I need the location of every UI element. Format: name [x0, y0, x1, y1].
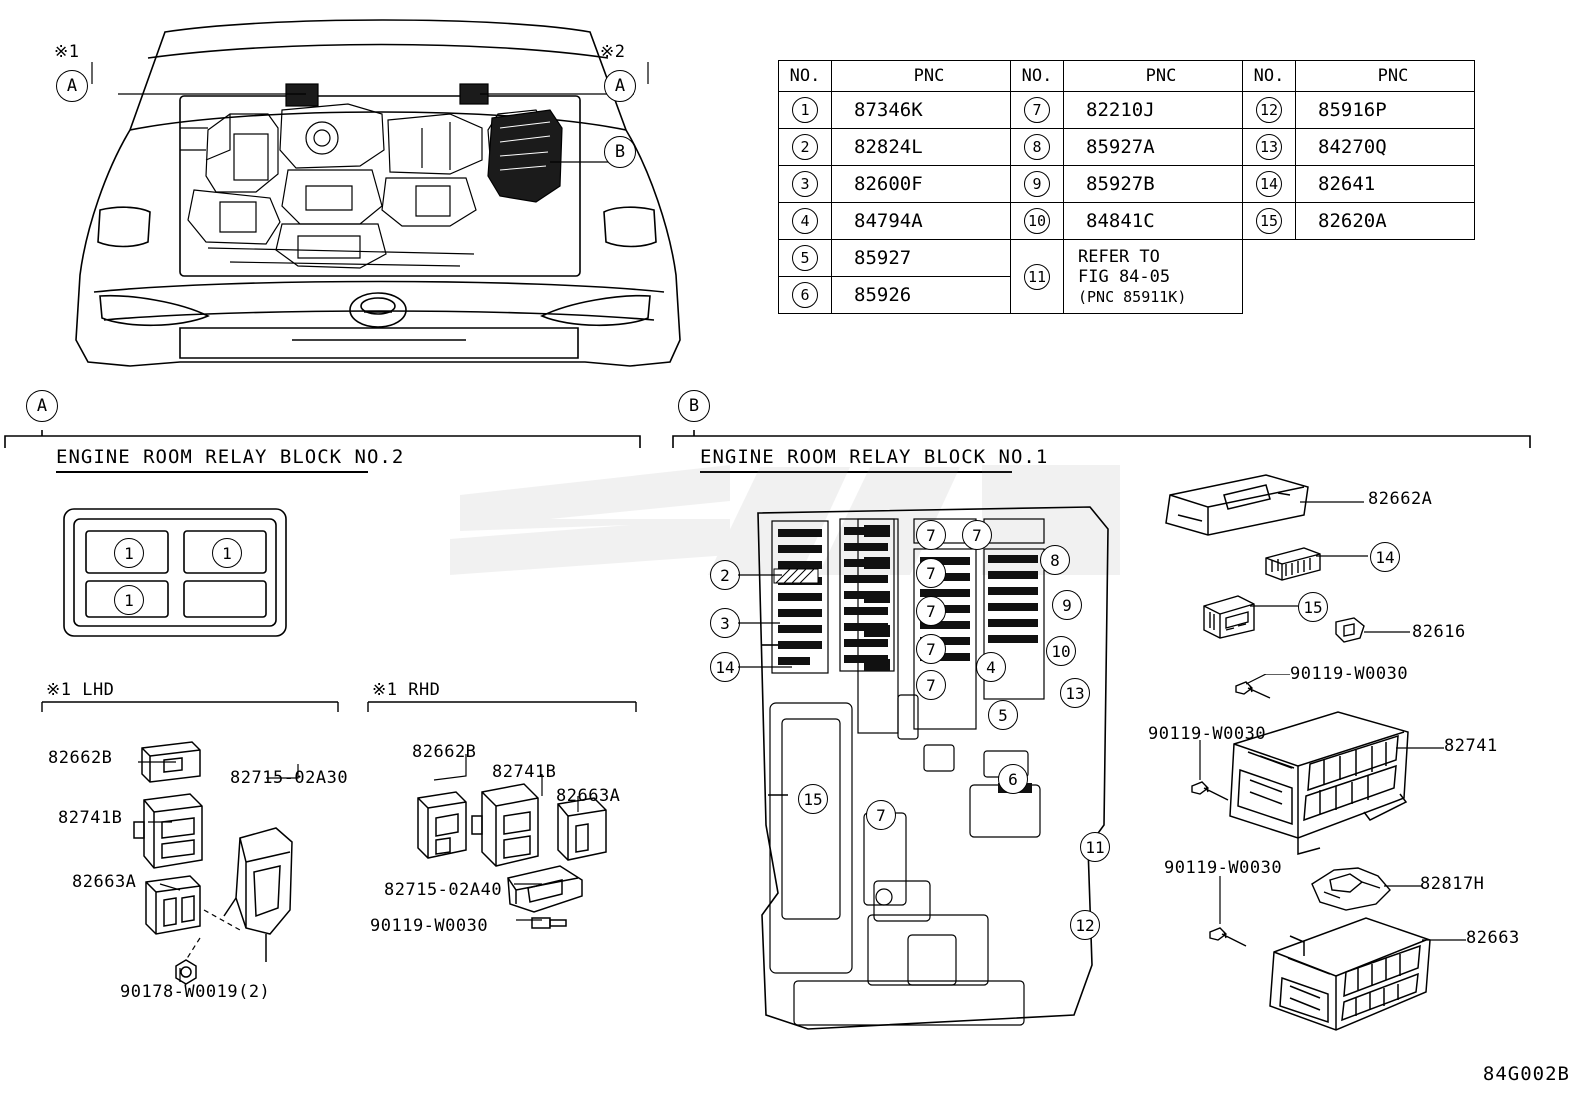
- right-callout-15: 15: [1298, 592, 1328, 622]
- screw-label-3: 90119-W0030: [1164, 858, 1283, 878]
- rhd-part-82741B: 82741B: [492, 762, 557, 782]
- block-callout-7f: 7: [916, 670, 946, 700]
- leader-screw-2: [1196, 740, 1236, 786]
- table-pnc-value: 82600F: [832, 166, 1011, 203]
- right-callout-14: 14: [1370, 542, 1400, 572]
- callout-a-top-right: A: [604, 70, 636, 102]
- table-header-pnc-1: PNC: [832, 61, 1011, 92]
- table-header-pnc-2: PNC: [1064, 61, 1243, 92]
- table-ref-line-3: (PNC 85911K): [1078, 287, 1187, 306]
- part-label-82662A: 82662A: [1368, 489, 1433, 509]
- table-no-badge: 7: [1024, 97, 1050, 123]
- leader-screw-1: [1246, 674, 1294, 690]
- leader-82620A: [1250, 598, 1304, 614]
- table-pnc-value: 84794A: [832, 203, 1011, 240]
- table-header-pnc-3: PNC: [1296, 61, 1475, 92]
- callout-b-top-right: B: [604, 136, 636, 168]
- relay-callout-1a: 1: [114, 538, 144, 568]
- leader-82741: [1396, 740, 1452, 756]
- block-callout-7g: 7: [866, 800, 896, 830]
- screw-label-2: 90119-W0030: [1148, 724, 1267, 744]
- rhd-leader-lines: [366, 740, 646, 950]
- rhd-label: ※1 RHD: [372, 680, 441, 700]
- table-pnc-value: 87346K: [832, 92, 1011, 129]
- part-82641-illustration: [1262, 542, 1324, 582]
- block-callout-7e: 7: [916, 634, 946, 664]
- part-label-82741: 82741: [1444, 736, 1498, 756]
- block-callout-13: 13: [1060, 678, 1090, 708]
- table-header-no-1: NO.: [779, 61, 832, 92]
- relay-callout-1b: 1: [212, 538, 242, 568]
- lhd-part-90178-W0019: 90178-W0019(2): [120, 982, 271, 1002]
- part-label-82616: 82616: [1412, 622, 1466, 642]
- block-callout-3: 3: [710, 608, 740, 638]
- table-header-no-2: NO.: [1011, 61, 1064, 92]
- table-no-badge: 1: [792, 97, 818, 123]
- rhd-part-90119-W0030: 90119-W0030: [370, 916, 489, 936]
- table-no-badge: 3: [792, 171, 818, 197]
- table-no-badge: 5: [792, 245, 818, 271]
- lhd-part-82715-02A30: 82715-02A30: [230, 768, 349, 788]
- drawing-code: 84G002B: [1482, 1063, 1570, 1085]
- table-pnc-value: 84841C: [1064, 203, 1243, 240]
- block-callout-15: 15: [798, 784, 828, 814]
- rhd-part-82715-02A40: 82715-02A40: [384, 880, 503, 900]
- section-a-title: ENGINE ROOM RELAY BLOCK NO.2: [56, 446, 368, 473]
- section-b-marker: B: [678, 390, 710, 422]
- leader-82817H: [1384, 878, 1428, 894]
- table-row: [779, 166, 1475, 203]
- table-ref-line-1: REFER TO: [1078, 246, 1160, 267]
- callout-a-top-left: A: [56, 70, 88, 102]
- leader-82616: [1364, 624, 1416, 640]
- block-callout-7c: 7: [916, 558, 946, 588]
- table-pnc-value: 85916P: [1296, 92, 1475, 129]
- rhd-bracket: [366, 700, 638, 714]
- block-callout-5: 5: [988, 700, 1018, 730]
- table-row: [779, 240, 1475, 277]
- leader-82662A: [1300, 490, 1370, 510]
- relay-block-no2-illustration: [60, 505, 290, 640]
- table-pnc-value: 82620A: [1296, 203, 1475, 240]
- block-callout-9: 9: [1052, 590, 1082, 620]
- table-no-badge: 9: [1024, 171, 1050, 197]
- table-no-badge: 14: [1256, 171, 1282, 197]
- block-callout-2: 2: [710, 560, 740, 590]
- parts-number-table: [778, 60, 1475, 314]
- lhd-label: ※1 LHD: [46, 680, 115, 700]
- table-no-badge: 10: [1024, 208, 1050, 234]
- table-pnc-value: 84270Q: [1296, 129, 1475, 166]
- block-callout-6: 6: [998, 764, 1028, 794]
- note-1-label: ※1: [54, 42, 80, 62]
- table-pnc-value: 82824L: [832, 129, 1011, 166]
- part-82663-illustration: [1262, 906, 1442, 1046]
- part-label-82663: 82663: [1466, 928, 1520, 948]
- block-callout-10: 10: [1046, 636, 1076, 666]
- table-no-badge: 13: [1256, 134, 1282, 160]
- leader-82663: [1422, 932, 1474, 948]
- lhd-part-82741B: 82741B: [58, 808, 123, 828]
- block-callout-7b: 7: [962, 520, 992, 550]
- block-callout-7d: 7: [916, 596, 946, 626]
- table-row: [779, 203, 1475, 240]
- table-row: [779, 92, 1475, 129]
- section-b-title: ENGINE ROOM RELAY BLOCK NO.1: [700, 446, 1012, 473]
- part-82662A-illustration: [1158, 465, 1318, 545]
- table-row: [779, 129, 1475, 166]
- table-pnc-value: 82210J: [1064, 92, 1243, 129]
- table-no-badge: 15: [1256, 208, 1282, 234]
- screw-label-1: 90119-W0030: [1290, 664, 1409, 684]
- block-callout-4: 4: [976, 652, 1006, 682]
- table-pnc-value: 85926: [832, 277, 1011, 314]
- lhd-part-82662B: 82662B: [48, 748, 113, 768]
- block-callout-12: 12: [1070, 910, 1100, 940]
- table-pnc-value: 85927B: [1064, 166, 1243, 203]
- rhd-part-82662B: 82662B: [412, 742, 477, 762]
- leader-screw-3: [1216, 876, 1256, 930]
- vehicle-front-illustration: [30, 10, 720, 380]
- lhd-bracket: [40, 700, 340, 714]
- part-82741-illustration: [1220, 698, 1420, 858]
- table-ref-line-2: FIG 84-05: [1078, 266, 1171, 287]
- relay-callout-1c: 1: [114, 585, 144, 615]
- lhd-part-82663A: 82663A: [72, 872, 137, 892]
- table-no-badge: 11: [1024, 264, 1050, 290]
- leader-82641: [1316, 548, 1374, 564]
- rhd-part-82663A: 82663A: [556, 786, 621, 806]
- table-no-badge: 4: [792, 208, 818, 234]
- table-header-no-3: NO.: [1243, 61, 1296, 92]
- part-label-82817H: 82817H: [1420, 874, 1485, 894]
- block-callout-7a: 7: [916, 520, 946, 550]
- block-left-leaders: [736, 555, 796, 675]
- table-pnc-value: 85927: [832, 240, 1011, 277]
- table-pnc-value: 85927A: [1064, 129, 1243, 166]
- section-a-marker: A: [26, 390, 58, 422]
- block-callout-8: 8: [1040, 545, 1070, 575]
- table-no-badge: 12: [1256, 97, 1282, 123]
- lhd-leader-lines: [40, 740, 340, 1010]
- note-2-label: ※2: [600, 42, 626, 62]
- table-pnc-value: 82641: [1296, 166, 1475, 203]
- table-no-badge: 2: [792, 134, 818, 160]
- table-no-badge: 6: [792, 282, 818, 308]
- block-callout-11: 11: [1080, 832, 1110, 862]
- block-callout-14: 14: [710, 652, 740, 682]
- table-no-badge: 8: [1024, 134, 1050, 160]
